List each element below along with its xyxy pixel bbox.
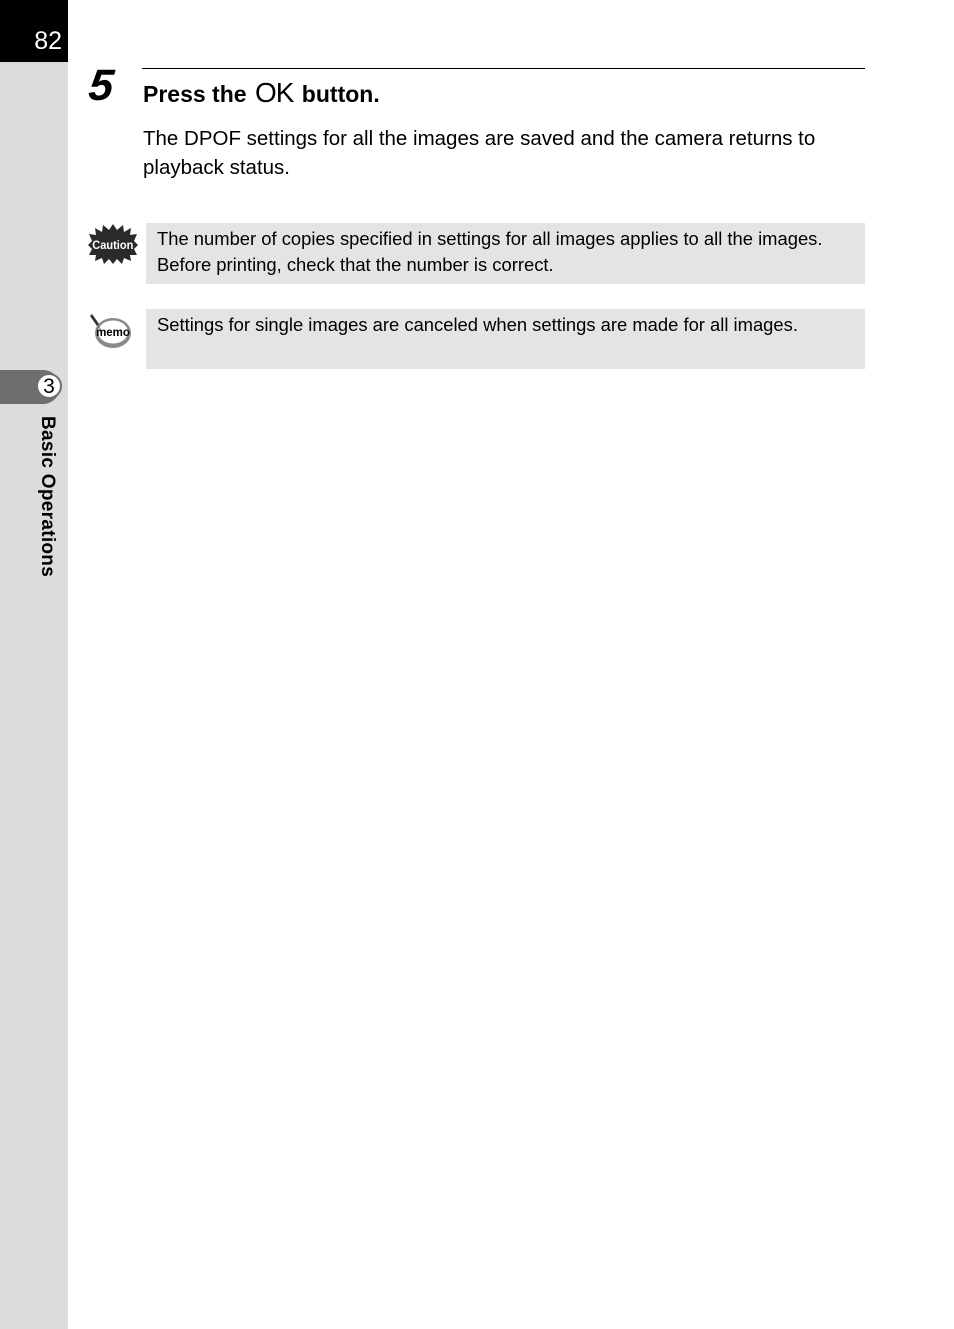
step-title-suffix: button. [295,81,380,107]
memo-icon [89,312,133,350]
step-body: The DPOF settings for all the images are saved and the camera returns to playback status. [143,127,816,179]
section-divider [142,68,865,69]
caution-text: The number of copies specified in settings for all images applies to all the images. Before printing, check that the number is correct. [157,228,823,275]
caution-icon [88,224,138,264]
step-number: 5 [86,61,117,110]
memo-note [146,309,865,369]
page-number-box [0,0,68,62]
step-title [143,76,380,111]
ok-button-icon: OK [254,77,294,108]
memo-icon-label: memo [96,327,130,339]
step-title-prefix: Press the [143,81,253,107]
sidebar [0,0,68,1329]
chapter-title: Basic Operations [37,416,58,578]
chapter-number: 3 [36,373,62,399]
caution-icon-label: Caution [92,239,134,253]
caution-note [146,223,865,284]
memo-text: Settings for single images are canceled when settings are made for all images. [157,314,798,335]
page-number: 82 [34,27,62,55]
